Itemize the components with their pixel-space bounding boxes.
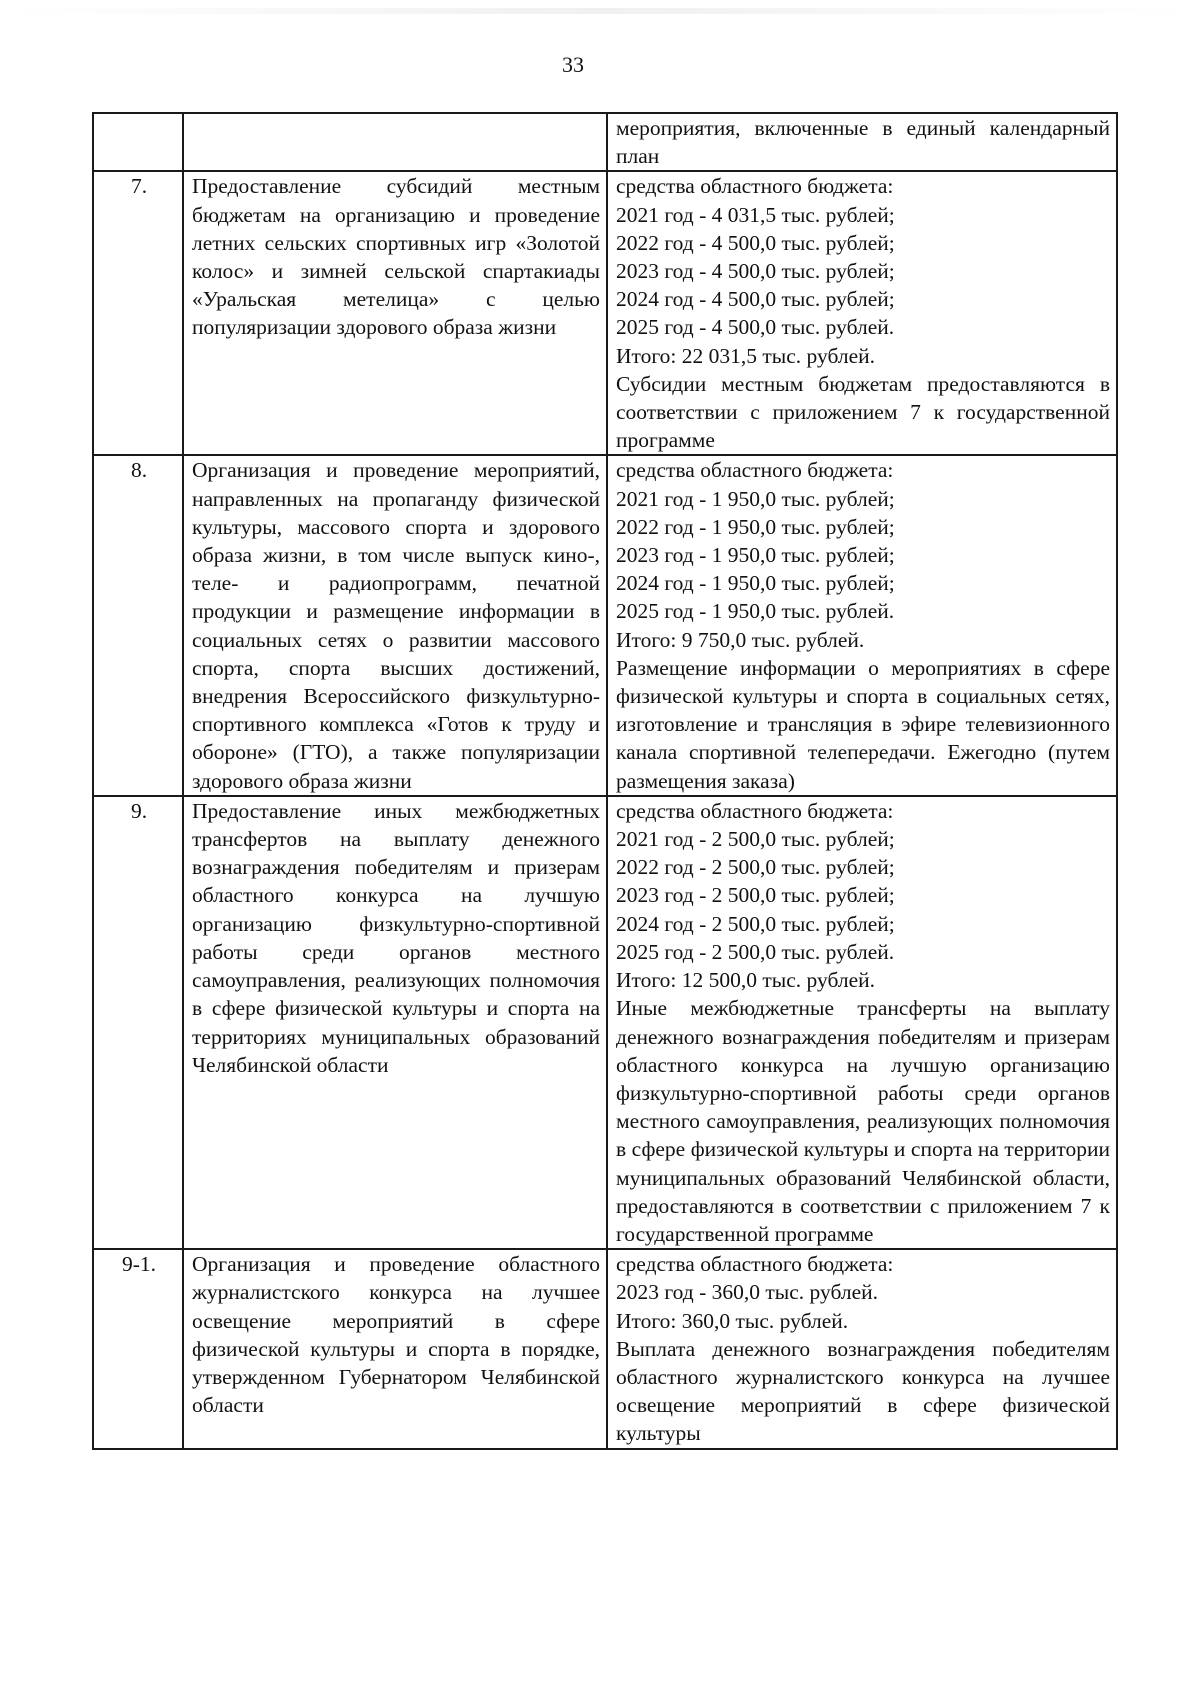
table-row [93,1249,1117,1448]
financing-line: Итого: 9 750,0 тыс. рублей. [616,627,865,652]
activity-name: Организация и проведение областного журналистского конкурса на лучшее освещение мероприятий в сфере физической культуры и спорта в порядке, утвержденном Губернатором Челябинской области [192,1252,600,1418]
financing-line: 2023 год - 4 500,0 тыс. рублей; [616,259,895,284]
financing-line: 2021 год - 2 500,0 тыс. рублей; [616,827,895,852]
financing-line: 2025 год - 4 500,0 тыс. рублей. [616,315,895,340]
table-row [93,796,1117,1249]
financing-line: 2023 год - 2 500,0 тыс. рублей; [616,883,895,908]
financing-line: средства областного бюджета: [616,174,894,199]
financing-line: Итого: 360,0 тыс. рублей. [616,1308,849,1333]
page-number: 33 [562,52,584,77]
table-row [93,113,1117,171]
financing-line: 2025 год - 2 500,0 тыс. рублей. [616,939,895,964]
financing-note: Субсидии местным бюджетам предоставляются в соответствии с приложением 7 к государственной программе [616,371,1110,453]
financing-cell [607,113,1117,171]
activity-name-cell [183,113,607,171]
row-number: 8. [130,458,148,483]
row-number-cell [93,455,183,795]
financing-note: мероприятия, включенные в единый календарный план [616,116,1110,169]
financing-cell [607,1249,1117,1448]
financing-note: Иные межбюджетные трансферты на выплату денежного вознаграждения победителям и призерам областного конкурса на лучшую организацию физкультурно-спортивной работы среди органов местного самоуправления, реализующих полномочия в сфере физической культуры и спорта на территории муниципальных образований Челябинской области, предоставляются в соответствии с приложением 7 к государственной программе [616,996,1110,1246]
row-number-cell [93,113,183,171]
activity-name: Организация и проведение мероприятий, направленных на пропаганду физической культуры, массового спорта и здорового образа жизни, в том числе выпуск кино-, теле- и радиопрограмм, печатной продукции и размещение информации в социальных сетях о развитии массового спорта, спорта высших достижений, внедрения Всероссийского физкультурно-спортивного комплекса «Готов к труду и обороне» (ГТО), а также популяризации здорового образа жизни [192,458,600,793]
activity-name-cell [183,1249,607,1448]
table-row [93,455,1117,795]
financing-line: средства областного бюджета: [616,798,894,823]
financing-note: Выплата денежного вознаграждения победителям областного журналистского конкурса на лучшее освещение мероприятий в сфере физической культуры [616,1336,1110,1446]
activity-name: Предоставление иных межбюджетных трансфертов на выплату денежного вознаграждения победителям и призерам областного конкурса на лучшую организацию физкультурно-спортивной работы среди органов местного самоуправления, реализующих полномочия в сфере физической культуры и спорта на территориях муниципальных образований Челябинской области [192,798,600,1077]
financing-line: 2024 год - 2 500,0 тыс. рублей; [616,911,895,936]
financing-line: 2025 год - 1 950,0 тыс. рублей. [616,599,895,624]
financing-line: Итого: 22 031,5 тыс. рублей. [616,343,876,368]
activity-name: Предоставление субсидий местным бюджетам на организацию и проведение летних сельских спортивных игр «Золотой колос» и зимней сельской спартакиады «Уральская метелица» с целью популяризации здорового образа жизни [192,174,600,340]
financing-line: 2021 год - 1 950,0 тыс. рублей; [616,486,895,511]
financing-line: 2022 год - 1 950,0 тыс. рублей; [616,514,895,539]
table-body [93,113,1117,1449]
row-number-cell [93,171,183,455]
financing-note: Размещение информации о мероприятиях в сфере физической культуры и спорта в социальных сетях, изготовление и трансляция в эфире телевизионного канала спортивной телепередачи. Ежегодно (путем размещения заказа) [616,655,1110,793]
financing-line: 2022 год - 4 500,0 тыс. рублей; [616,230,895,255]
row-number-cell [93,1249,183,1448]
row-number: 9. [130,798,148,823]
activity-name-cell [183,796,607,1249]
financing-line: 2021 год - 4 031,5 тыс. рублей; [616,202,895,227]
row-number: 7. [130,174,148,199]
activity-name-cell [183,455,607,795]
financing-cell [607,455,1117,795]
row-number: 9-1. [121,1252,157,1277]
activity-name-cell [183,171,607,455]
financing-cell [607,171,1117,455]
table-row [93,171,1117,455]
program-activities-table [92,112,1118,1450]
financing-line: 2024 год - 1 950,0 тыс. рублей; [616,571,895,596]
row-number-cell [93,796,183,1249]
scan-edge-artifact [0,8,1200,14]
financing-line: 2023 год - 360,0 тыс. рублей. [616,1280,879,1305]
financing-line: средства областного бюджета: [616,1252,894,1277]
financing-line: 2023 год - 1 950,0 тыс. рублей; [616,543,895,568]
financing-line: средства областного бюджета: [616,458,894,483]
financing-line: 2024 год - 4 500,0 тыс. рублей; [616,287,895,312]
financing-line: 2022 год - 2 500,0 тыс. рублей; [616,855,895,880]
financing-line: Итого: 12 500,0 тыс. рублей. [616,968,876,993]
financing-cell [607,796,1117,1249]
